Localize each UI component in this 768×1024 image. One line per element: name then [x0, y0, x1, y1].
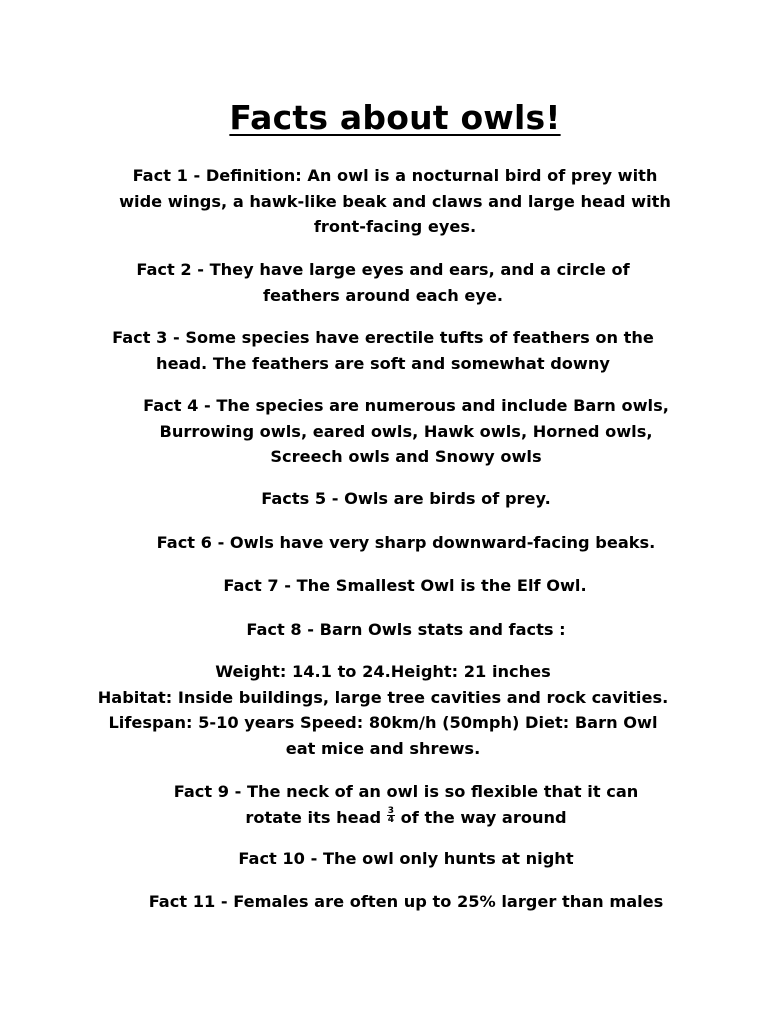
- fact-6: [0, 530, 768, 556]
- fact-3-line-2: head. The feathers are soft and somewhat downy: [156, 353, 610, 373]
- fact-9-line-2-start: rotate its head: [245, 807, 382, 827]
- fraction-denominator: 4: [387, 814, 395, 825]
- fact-8-stats-line-2: Habitat: Inside buildings, large tree cavities and rock cavities.: [97, 687, 669, 707]
- fact-8-stats-line-3: Lifespan: 5-10 years Speed: 80km/h (50mph) Diet: Barn Owl: [108, 713, 658, 732]
- fact-1: [0, 163, 768, 240]
- fact-1-line-2: wide wings, a hawk-like beak and claws and large head with: [119, 191, 671, 211]
- fact-6-line-1: Fact 6 - Owls have very sharp downward-facing beaks.: [156, 533, 656, 552]
- fact-2-line-1: Fact 2 - They have large eyes and ears, and a circle of: [136, 260, 630, 279]
- three-quarters-fraction: [387, 807, 395, 824]
- fact-2: [0, 257, 766, 308]
- fact-9-line-1: Fact 9 - The neck of an owl is so flexible that it can: [173, 782, 639, 801]
- fact-8-stats: [0, 659, 766, 761]
- fact-7-line-1: Fact 7 - The Smallest Owl is the Elf Owl.: [223, 576, 587, 595]
- fact-11: [0, 889, 768, 915]
- fact-8-stats-line-4: eat mice and shrews.: [285, 738, 481, 758]
- fact-10-line-1: Fact 10 - The owl only hunts at night: [238, 849, 574, 868]
- fact-7: [0, 573, 768, 599]
- page-title: Facts about owls!: [229, 98, 561, 137]
- fact-2-line-2: feathers around each eye.: [262, 285, 504, 305]
- fact-4-line-1: Fact 4 - The species are numerous and include Barn owls,: [143, 396, 669, 415]
- fact-4-line-2: Burrowing owls, eared owls, Hawk owls, Horned owls,: [159, 421, 653, 441]
- fact-11-line-1: Fact 11 - Females are often up to 25% larger than males: [148, 892, 664, 911]
- fact-8-stats-line-1: Weight: 14.1 to 24.Height: 21 inches: [215, 662, 551, 681]
- fact-8: [0, 617, 768, 643]
- fact-4: [0, 393, 768, 470]
- fact-9-line-2-end: of the way around: [400, 807, 567, 827]
- fact-5: [0, 486, 768, 512]
- fact-3: [0, 325, 766, 376]
- fact-4-line-3: Screech owls and Snowy owls: [270, 447, 542, 466]
- fact-5-line-1: Facts 5 - Owls are birds of prey.: [261, 489, 551, 508]
- fact-9: [0, 779, 768, 830]
- fact-3-line-1: Fact 3 - Some species have erectile tufts of feathers on the: [112, 328, 654, 347]
- fact-1-line-3: front-facing eyes.: [313, 217, 477, 236]
- fact-1-line-1: Fact 1 - Definition: An owl is a nocturnal bird of prey with: [132, 166, 658, 185]
- fraction-numerator: 3: [387, 805, 395, 816]
- fact-9-line-2: [0, 805, 768, 831]
- fact-8-line-1: Fact 8 - Barn Owls stats and facts :: [246, 620, 566, 639]
- fact-10: [0, 846, 768, 872]
